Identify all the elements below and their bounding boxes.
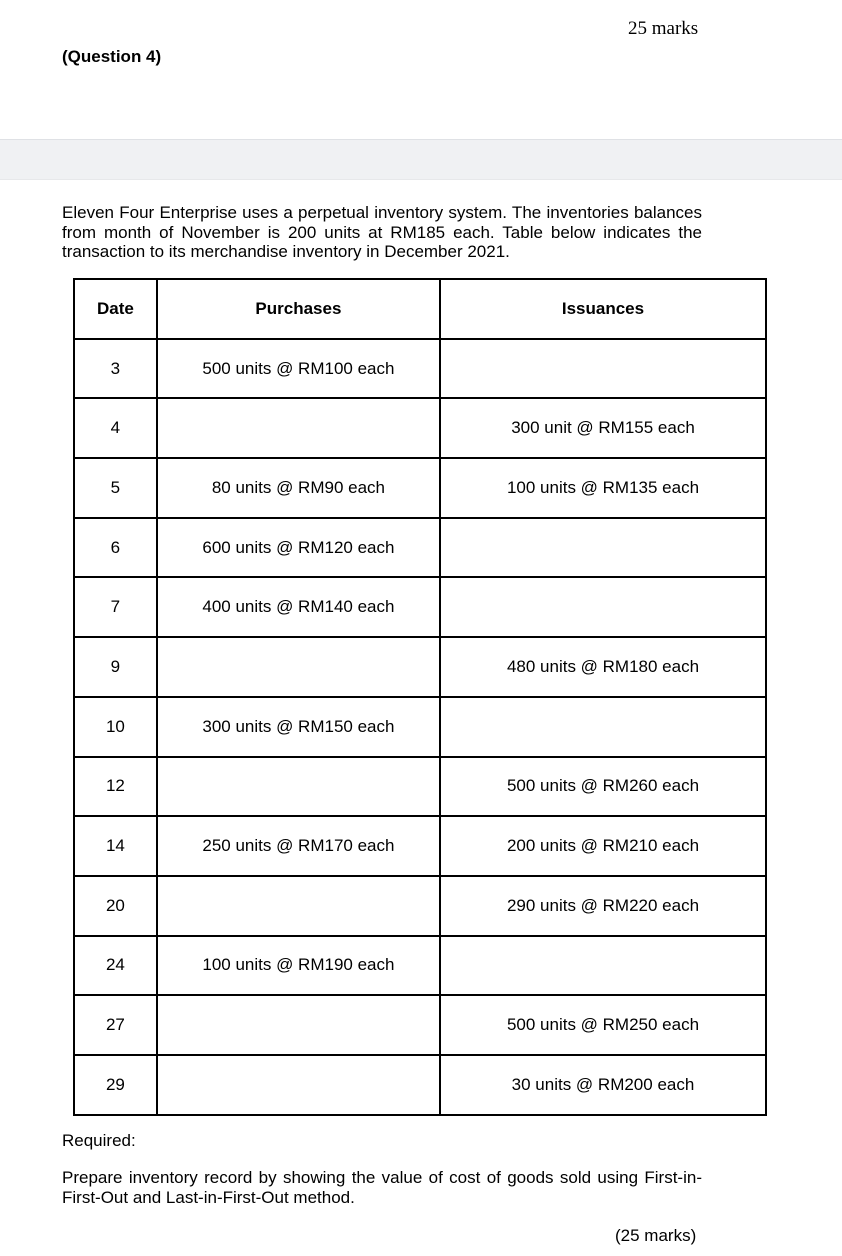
cell-issuances: 300 unit @ RM155 each <box>440 398 766 458</box>
table-row <box>74 398 766 458</box>
cell-issuances: 500 units @ RM260 each <box>440 757 766 817</box>
table-row <box>74 518 766 578</box>
cell-issuances: 500 units @ RM250 each <box>440 995 766 1055</box>
cell-date: 4 <box>74 398 157 458</box>
footer-marks: (25 marks) <box>615 1226 697 1245</box>
cell-purchases: 80 units @ RM90 each <box>157 458 440 518</box>
required-label: Required: <box>62 1131 136 1150</box>
table-header-row <box>74 279 766 339</box>
table-row <box>74 757 766 817</box>
cell-date: 9 <box>74 637 157 697</box>
cell-issuances <box>440 339 766 399</box>
question-intro: Eleven Four Enterprise uses a perpetual inventory system. The inventories balances from month of November is 200 units at RM185 each. Table below indicates the transaction to its merchandise inventory in December 2021. <box>62 203 702 261</box>
cell-date: 24 <box>74 936 157 996</box>
cell-date: 10 <box>74 697 157 757</box>
task-instruction: Prepare inventory record by showing the value of cost of goods sold using First-in-First-Out and Last-in-First-Out method. <box>62 1168 702 1207</box>
cell-issuances <box>440 518 766 578</box>
page-break-gap <box>0 139 842 180</box>
table-row <box>74 876 766 936</box>
cell-purchases: 600 units @ RM120 each <box>157 518 440 578</box>
table-row <box>74 697 766 757</box>
cell-purchases <box>157 757 440 817</box>
header-date: Date <box>74 279 157 339</box>
cell-issuances: 290 units @ RM220 each <box>440 876 766 936</box>
cell-date: 5 <box>74 458 157 518</box>
cell-date: 12 <box>74 757 157 817</box>
cell-purchases <box>157 637 440 697</box>
inventory-transactions-table <box>73 278 767 1116</box>
cell-date: 29 <box>74 1055 157 1115</box>
cell-purchases: 500 units @ RM100 each <box>157 339 440 399</box>
cell-purchases: 300 units @ RM150 each <box>157 697 440 757</box>
total-marks: 25 marks <box>628 18 699 39</box>
table-row <box>74 936 766 996</box>
cell-purchases <box>157 995 440 1055</box>
cell-purchases <box>157 1055 440 1115</box>
table-row <box>74 458 766 518</box>
cell-date: 20 <box>74 876 157 936</box>
header-issuances: Issuances <box>440 279 766 339</box>
table-row <box>74 339 766 399</box>
cell-purchases <box>157 876 440 936</box>
cell-issuances: 30 units @ RM200 each <box>440 1055 766 1115</box>
cell-date: 27 <box>74 995 157 1055</box>
cell-issuances <box>440 936 766 996</box>
cell-purchases: 100 units @ RM190 each <box>157 936 440 996</box>
cell-purchases: 250 units @ RM170 each <box>157 816 440 876</box>
cell-date: 14 <box>74 816 157 876</box>
header-purchases: Purchases <box>157 279 440 339</box>
table-row <box>74 995 766 1055</box>
table-row <box>74 637 766 697</box>
cell-issuances <box>440 577 766 637</box>
cell-date: 7 <box>74 577 157 637</box>
cell-issuances: 480 units @ RM180 each <box>440 637 766 697</box>
table-row <box>74 577 766 637</box>
cell-date: 3 <box>74 339 157 399</box>
table-row <box>74 1055 766 1115</box>
cell-purchases <box>157 398 440 458</box>
cell-issuances <box>440 697 766 757</box>
cell-issuances: 200 units @ RM210 each <box>440 816 766 876</box>
cell-purchases: 400 units @ RM140 each <box>157 577 440 637</box>
question-label: (Question 4) <box>62 47 162 66</box>
table-row <box>74 816 766 876</box>
cell-issuances: 100 units @ RM135 each <box>440 458 766 518</box>
cell-date: 6 <box>74 518 157 578</box>
